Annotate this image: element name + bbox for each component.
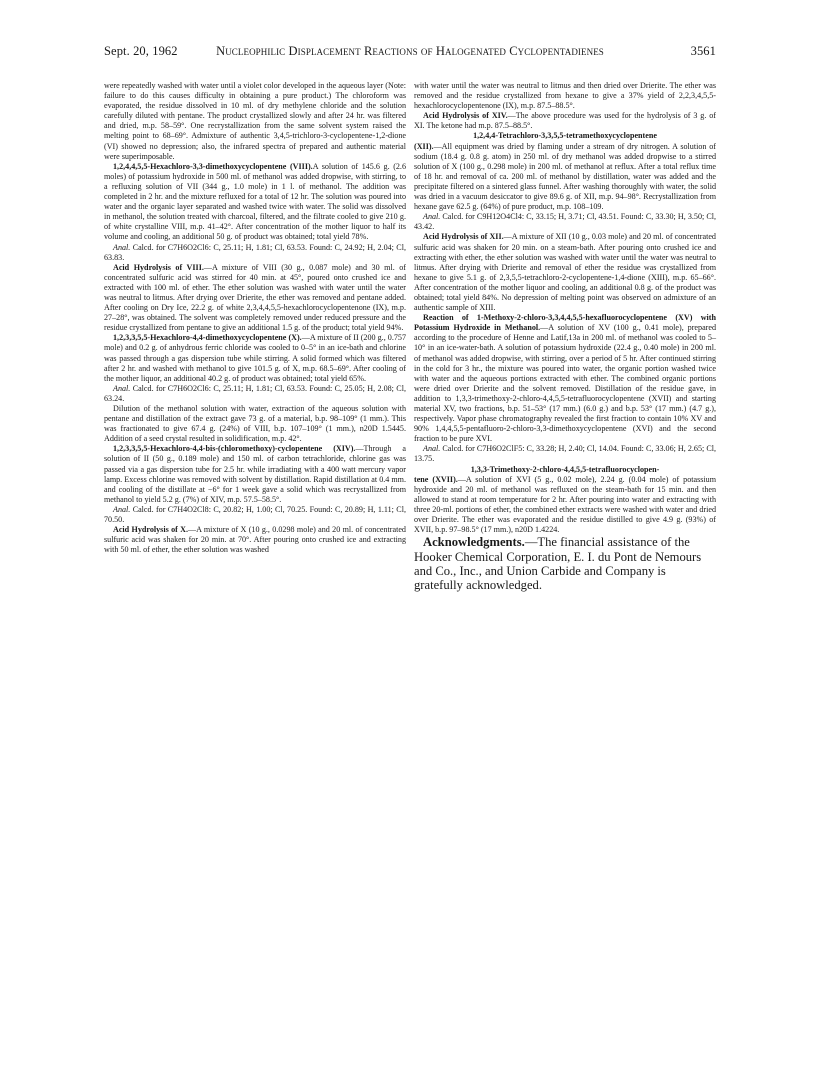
paragraph-text: Calcd. for C7H4O2Cl8: C, 20.82; H, 1.00; Cl, 70.25. Found: C, 20.89; H, 1.11; Cl, 70.50.	[104, 504, 406, 525]
run-in-heading: Acid Hydrolysis of XIV.	[423, 111, 508, 121]
right-column	[414, 81, 716, 593]
section-heading	[414, 465, 716, 475]
paragraph	[414, 475, 716, 536]
paragraph	[414, 313, 716, 444]
run-in-heading: 1,2,4,4,5,5-Hexachloro-3,3-dimethoxycyclopentene (VIII).	[113, 161, 313, 171]
analysis-label: Anal.	[423, 212, 441, 222]
page-number: 3561	[690, 44, 716, 58]
paragraph	[104, 263, 406, 334]
elemental-analysis	[104, 243, 406, 263]
paragraph-text: —A mixture of X (10 g., 0.0298 mole) and 20 ml. of concentrated sulfuric acid was shaken for 20 min. at 70°. After pouring onto crushed ice and extracting with 50 ml. of ether, the ether solution was washed	[104, 525, 406, 555]
run-in-heading: 1,2,3,3,5,5-Hexachloro-4,4-dimethoxycyclopentene (X).	[113, 333, 302, 343]
section-heading	[414, 131, 716, 141]
paragraph-text: —A mixture of VIII (30 g., 0.087 mole) and 30 ml. of concentrated sulfuric acid was stirred for 40 min. at 45°, poured onto crushed ice and extracted with 100 ml. of ether. The ether solution was washed with water until the water was neutral to litmus. After drying over Drierite, the ether was removed and pentane added. After cooling on Dry Ice, 22.2 g. of white 2,3,4,4,5,5-hexachlorocyclopentenone (IX), m.p. 27–28°, was obtained. The solvent was completely removed under reduced pressure and the residue crystallized from pentane to give an additional 1.5 g. of the product; total yield 94%.	[104, 262, 407, 333]
run-in-heading: Reaction of 1-Methoxy-2-chloro-3,3,4,4,5,5-hexafluorocyclopentene (XV) with Potassium Hydroxide in Methanol.	[414, 313, 716, 333]
paragraph	[104, 404, 406, 444]
paragraph-text: Calcd. for C7H6O2Cl6: C, 25.11; H, 1.81; Cl, 63.53. Found: C, 24.92; H, 2.04; Cl, 63.83.	[104, 242, 406, 262]
paragraph-text: —A mixture of XII (10 g., 0.03 mole) and 20 ml. of concentrated sulfuric acid was shaken for 20 min. on a steam-bath. After pouring onto crushed ice and extracting with ether, the ether solution was washed with water until the water was neutral to litmus. After drying with Drierite and removal of ether the residue was crystallized from hexane to give 5.1 g. of 2,3,5,5-tetrachloro-2-cyclopentene-1,4-dione (XIII), m.p. 65–66°. After concentration of the mother liquor and cooling, an additional 0.8 g. of the product was obtained; total yield 84%. No depression of melting point was observed on admixture of an authentic sample of XIII.	[414, 232, 716, 313]
paragraph-text: —The financial assistance of the Hooker Chemical Corporation, E. I. du Pont de Nemours and Co., Inc., and Union Carbide and Company is gratefully acknowledged.	[414, 535, 702, 593]
paragraph	[414, 232, 716, 313]
paragraph	[414, 81, 716, 111]
paragraph-text: —All equipment was dried by flaming under a stream of dry nitrogen. A solution of sodium (18.4 g. 0.8 g. atom) in 250 ml. of dry methanol was added dropwise to a stirred solution of X (100 g., 0.298 mole) in 200 ml. of methanol at reflux. After a total reflux time of 18 hr. and removal of ca. 200 ml. of methanol by distillation, water was added and the precipitate filtered on a sintered glass funnel. After washing thoroughly with water, the solid was dried in a vacuum desiccator to give 89.6 g. of XII, m.p. 94–98°. Recrystallization from hexane gave 62.5 g. (64%) of pure product, m.p. 108–109.	[414, 141, 716, 212]
elemental-analysis	[414, 444, 716, 464]
paragraph	[414, 142, 716, 213]
run-in-heading: 1,3,3-Trimethoxy-2-chloro-4,4,5,5-tetrafluorocyclopen-	[470, 464, 660, 474]
paragraph-text: —A solution of XV (100 g., 0.41 mole), prepared according to the procedure of Henne and Latif,13a in 200 ml. of methanol was cooled to 5–10° in an ice-water-bath. A solution of potassium hydroxide (22.4 g., 0.40 mole) in 200 ml. of methanol was added dropwise, with stirring, over a period of 5 hr. After continued stirring in the cold for 3 hr., the mixture was poured into water, the organic portion washed twice with water and the aqueous portions extracted with ether. The combined organic portions were dried over Drierite and the solvent removed. Distillation of the residue gave, in addition to 1,3,3-trimethoxy-2-chloro-4,4,5,5-tetrafluorocyclopentene (XVII) and starting material XV, two fractions, b.p. 51–53° (17 mm.) (6.0 g.) and b.p. 53° (17 mm.) (4.7 g.), respectively. Vapor phase chromatography revealed the first fraction to contain 10% XV and 90% 1,4,4,5,5-pentafluoro-2-chloro-3,3-dimethoxycyclopentene (XVI) and the second fraction to be pure XVI.	[414, 323, 716, 444]
paragraph	[104, 81, 406, 162]
paragraph-text: —Through a solution of II (50 g., 0.189 mole) and 150 ml. of carbon tetrachloride, chlorine gas was passed via a gas dispersion tube for 2.5 hr. while irradiating with a 400 watt mercury vapor lamp. Excess chlorine was removed with solvent by distillation. Rapid distillation at 0.4 mm. and cooling of the distillate at −6° for 1 week gave a solid which was recrystallized from methanol to yield 5.2 g. (7%) of XIV, m.p. 57.5–58.5°.	[104, 444, 406, 504]
run-in-heading: 1,2,4,4-Tetrachloro-3,3,5,5-tetramethoxycyclopentene	[473, 131, 657, 141]
analysis-label: Anal.	[423, 444, 441, 454]
run-in-heading: Acid Hydrolysis of X.	[113, 525, 189, 535]
elemental-analysis	[104, 505, 406, 525]
page-header	[104, 44, 716, 60]
paragraph-text: Calcd. for C7H6O2ClF5: C, 33.28; H, 2.40; Cl, 14.04. Found: C, 33.06; H, 2.65; Cl, 13.75.	[414, 444, 716, 464]
paragraph	[104, 333, 406, 383]
paragraph	[104, 525, 406, 555]
header-date: Sept. 20, 1962	[104, 44, 178, 58]
paragraph	[414, 111, 716, 131]
paragraph-text: were repeatedly washed with water until a violet color developed in the aqueous layer (Note: failure to do this causes difficulty in obtaining a pure product.) The chloroform was evaporated, the residue dissolved in 10 ml. of dry methylene chloride and the solution carefully diluted with pentane. The product crystallized slowly and after 24 hr. was filtered and dried, m.p. 58–59°. One recrystallization from the same solvent system raised the melting point to 68–69°. Admixture of authentic 3,4,5-trichloro-3-cyclopentene-1,2-dione (VI) showed no depression; also, the infrared spectra of prepared and authentic material were superimposable.	[104, 81, 406, 161]
paragraph-text: —A solution of XVI (5 g., 0.02 mole), 2.24 g. (0.04 mole) of potassium hydroxide and 20 ml. of methanol was refluxed on the steam-bath for 15 min. and then allowed to stand at room temperature for 2 hr. After pouring into water and extracting with three 20-ml. portions of ether, the combined ether extracts were washed with water and dried over Drierite. The ether was evaporated and the residue distilled to give 4.9 g. (93%) of XVII, b.p. 97–98.5° (17 mm.), n20D 1.4224.	[414, 474, 717, 535]
paragraph-text: —The above procedure was used for the hydrolysis of 3 g. of XI. The ketone had m.p. 87.5–88.5°.	[414, 111, 716, 131]
analysis-label: Anal.	[113, 383, 131, 393]
run-in-heading: tene (XVII).	[414, 474, 458, 484]
elemental-analysis	[414, 212, 716, 232]
acknowledgments	[414, 535, 716, 593]
analysis-label: Anal.	[113, 242, 131, 252]
run-in-heading: 1,2,3,3,5,5-Hexachloro-4,4-bis-(chloromethoxy)-cyclopentene (XIV).	[113, 444, 356, 454]
paragraph-text: —A mixture of II (200 g., 0.757 mole) and 0.2 g. of anhydrous ferric chloride was cooled to 0–5° in an ice-bath and chlorine was passed through a gas dispersion tube while stirring. A solid formed which was filtered after 2 hr. and washed with methanol to give 101.5 g. of X, m.p. 68.5–69°. After cooling of the mother liquor, an additional 40.2 g. of product was obtained; total yield 65%.	[104, 333, 406, 383]
paragraph-text: Calcd. for C7H6O2Cl6: C, 25.11; H, 1.81; Cl, 63.53. Found: C, 25.05; H, 2.08; Cl, 63.24.	[104, 383, 406, 403]
run-in-heading: Acid Hydrolysis of XII.	[423, 232, 504, 242]
paragraph	[104, 444, 406, 505]
paragraph	[104, 162, 406, 243]
elemental-analysis	[104, 384, 406, 404]
paragraph-text: Calcd. for C9H12O4Cl4: C, 33.15; H, 3.71; Cl, 43.51. Found: C, 33.30; H, 3.50; Cl, 43.42.	[414, 212, 716, 232]
run-in-heading: Acknowledgments.	[423, 535, 525, 550]
left-column	[104, 81, 406, 555]
paragraph-text: with water until the water was neutral to litmus and then dried over Drierite. The ether was removed and the residue crystallized from hexane to give a 37% yield of 2,2,3,4,5,5-hexachlorocyclopentenone (IX), m.p. 87.5–88.5°.	[414, 81, 716, 111]
paragraph-text: Dilution of the methanol solution with water, extraction of the aqueous solution with pentane and distillation of the extract gave 73 g. of a material, b.p. 98–109° (1 mm.). This was fractionated to give 67.4 g. (24%) of VIII, b.p. 107–109° (1 mm.), n20D 1.5445. Addition of a seed crystal resulted in solidification, m.p. 42°.	[104, 404, 406, 444]
running-title: Nucleophilic Displacement Reactions of Halogenated Cyclopentadienes	[216, 44, 604, 58]
run-in-heading: Acid Hydrolysis of VIII.	[113, 262, 204, 272]
paragraph-text: A solution of 145.6 g. (2.6 moles) of potassium hydroxide in 500 ml. of methanol was added dropwise, with stirring, to a refluxing solution of VII (344 g., 1.0 mole) in 1 l. of methanol. The addition was completed in 2 hr. and the mixture refluxed for a total of 12 hr. The solution was poured into water and the organic layer separated and washed twice with water. The solid was dissolved in methanol, the solution treated with charcoal, filtered, and the filtrate cooled to give 210 g. of white crystalline VIII, m.p. 41–42°. After concentration of the mother liquor to half its volume and cooling, an additional 50 g. of product was obtained; total yield 78%.	[104, 161, 407, 242]
run-in-heading: (XII).	[414, 141, 434, 151]
analysis-label: Anal.	[113, 504, 131, 514]
